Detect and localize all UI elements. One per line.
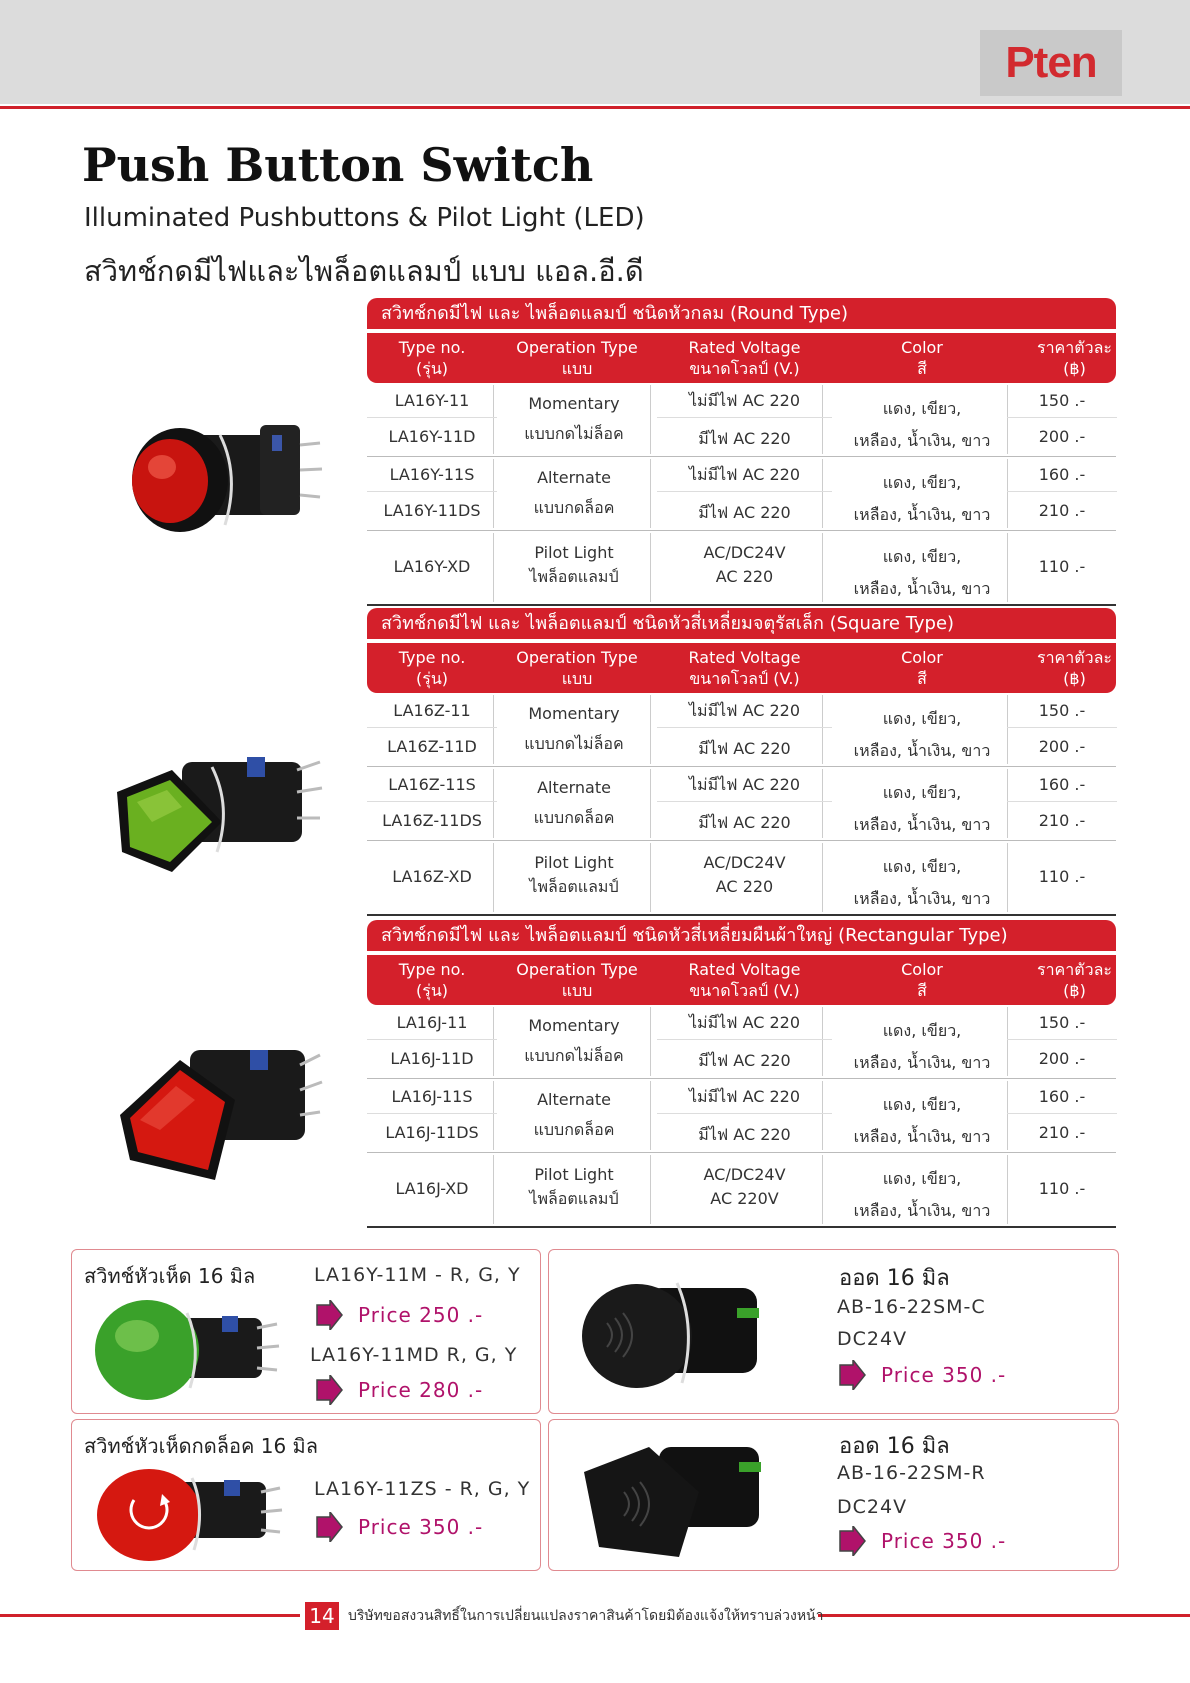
round-buzzer-image: [577, 1268, 777, 1398]
arrow-icon: [837, 1360, 867, 1390]
price-label: Price 350 .-: [837, 1360, 1006, 1390]
buzzer-square-box: [548, 1419, 1119, 1571]
rectangular-type-table: [367, 920, 1116, 1228]
model-cell: LA16Z-11S: [388, 775, 476, 794]
voltage-cell: มีไฟ AC 220: [698, 503, 791, 522]
table-row-group: [367, 457, 1116, 531]
arrow-icon: [837, 1526, 867, 1556]
table-header: Type no. (รุ่น) Operation Type แบบ Rated Voltage ขนาดโวลป์ (V.) Color สี ราคาตัวละ (฿): [367, 333, 1116, 383]
voltage-cell: มีไฟ AC 220: [698, 429, 791, 448]
voltage-cell: ไม่มีไฟ AC 220: [688, 465, 801, 484]
model-label: LA16Y-11M - R, G, Y: [314, 1264, 521, 1286]
price-cell: 200 .-: [1038, 737, 1086, 756]
price-cell: 150 .-: [1038, 391, 1086, 410]
price-cell: 160 .-: [1038, 465, 1086, 484]
operation-cell: Pilot Light ไพล็อตแลมป์: [529, 1165, 619, 1208]
price-cell: 210 .-: [1038, 811, 1086, 830]
voltage-cell: มีไฟ AC 220: [698, 1125, 791, 1144]
color-cell: แดง, เขียว, เหลือง, น้ำเงิน, ขาว: [853, 783, 991, 834]
color-cell: แดง, เขียว, เหลือง, น้ำเงิน, ขาว: [853, 1169, 991, 1220]
table-row-group: [367, 1079, 1116, 1153]
header-rule: [0, 106, 1190, 109]
table-row-group: [367, 1005, 1116, 1079]
price-cell: 150 .-: [1038, 1013, 1086, 1032]
price-cell: 160 .-: [1038, 775, 1086, 794]
price-label: Price 350 .-: [314, 1512, 483, 1542]
operation-cell: Alternate แบบกดล็อค: [533, 778, 615, 827]
price-cell: 200 .-: [1038, 427, 1086, 446]
mushroom-switch-image: [92, 1288, 292, 1408]
buzzer-round-box: [548, 1249, 1119, 1414]
section-title: สวิทช์กดมีไฟ และ ไพล็อตแลมป์ ชนิดหัวสี่เหลี่ยมผืนผ้าใหญ่ (Rectangular Type): [367, 920, 1116, 951]
operation-cell: Pilot Light ไพล็อตแลมป์: [529, 543, 619, 586]
price-cell: 200 .-: [1038, 1049, 1086, 1068]
operation-cell: Momentary แบบกดไม่ล็อค: [524, 1016, 624, 1065]
price-cell: 110 .-: [1038, 867, 1086, 886]
table-row-group: [367, 531, 1116, 604]
model-cell: LA16Y-XD: [393, 557, 471, 576]
model-label: AB-16-22SM-C: [837, 1296, 986, 1318]
subtitle-th: สวิทช์กดมีไฟและไพล็อตแลมป์ แบบ แอล.อี.ดี: [84, 254, 644, 288]
square-buzzer-image: [579, 1432, 779, 1562]
table-row-group: [367, 767, 1116, 841]
price-label: Price 280 .-: [314, 1375, 483, 1405]
operation-cell: Alternate แบบกดล็อค: [533, 1090, 615, 1139]
voltage-cell: มีไฟ AC 220: [698, 813, 791, 832]
model-cell: LA16Z-11D: [387, 737, 477, 756]
table-header: Type no. (รุ่น) Operation Type แบบ Rated Voltage ขนาดโวลป์ (V.) Color สี ราคาตัวละ (฿): [367, 955, 1116, 1005]
model-cell: LA16J-11: [396, 1013, 468, 1032]
voltage-cell: AC/DC24V AC 220: [703, 853, 786, 896]
color-cell: แดง, เขียว, เหลือง, น้ำเงิน, ขาว: [853, 547, 991, 598]
voltage-cell: ไม่มีไฟ AC 220: [688, 1013, 801, 1032]
model-cell: LA16Y-11: [394, 391, 470, 410]
voltage-cell: ไม่มีไฟ AC 220: [688, 775, 801, 794]
color-cell: แดง, เขียว, เหลือง, น้ำเงิน, ขาว: [853, 399, 991, 450]
color-cell: แดง, เขียว, เหลือง, น้ำเงิน, ขาว: [853, 709, 991, 760]
price-cell: 110 .-: [1038, 557, 1086, 576]
page-number: 14: [305, 1602, 339, 1630]
voltage-cell: ไม่มีไฟ AC 220: [688, 701, 801, 720]
box-title: สวิทช์หัวเห็ด 16 มิล: [84, 1264, 256, 1288]
table-row-group: [367, 1153, 1116, 1226]
model-label: LA16Y-11ZS - R, G, Y: [314, 1478, 531, 1500]
color-cell: แดง, เขียว, เหลือง, น้ำเงิน, ขาว: [853, 1021, 991, 1072]
mushroom-lock-switch-box: [71, 1419, 541, 1571]
page-title: Push Button Switch: [82, 138, 594, 192]
box-title: สวิทช์หัวเห็ดกดล็อค 16 มิล: [84, 1434, 318, 1458]
rectangular-button-image: [110, 1020, 335, 1205]
color-cell: แดง, เขียว, เหลือง, น้ำเงิน, ขาว: [853, 473, 991, 524]
color-cell: แดง, เขียว, เหลือง, น้ำเงิน, ขาว: [853, 857, 991, 908]
model-cell: LA16J-XD: [395, 1179, 469, 1198]
footer-note: บริษัทขอสงวนสิทธิ์ในการเปลี่ยนแปลงราคาสินค้าโดยมิต้องแจ้งให้ทราบล่วงหน้า: [348, 1608, 824, 1624]
model-cell: LA16Z-11: [393, 701, 471, 720]
model-label: LA16Y-11MD R, G, Y: [310, 1344, 518, 1366]
box-title: ออด 16 มิล: [839, 1434, 950, 1459]
price-cell: 110 .-: [1038, 1179, 1086, 1198]
price-cell: 160 .-: [1038, 1087, 1086, 1106]
square-button-image: [112, 722, 337, 892]
mushroom-lock-switch-image: [94, 1460, 294, 1565]
voltage-label: DC24V: [837, 1496, 908, 1518]
model-cell: LA16Y-11S: [389, 465, 475, 484]
square-type-table: [367, 608, 1116, 916]
box-title: ออด 16 มิล: [839, 1266, 950, 1291]
model-cell: LA16Y-11D: [388, 427, 476, 446]
section-title: สวิทช์กดมีไฟ และ ไพล็อตแลมป์ ชนิดหัวกลม (Round Type): [367, 298, 1116, 329]
arrow-icon: [314, 1300, 344, 1330]
model-label: AB-16-22SM-R: [837, 1462, 986, 1484]
arrow-icon: [314, 1375, 344, 1405]
arrow-icon: [314, 1512, 344, 1542]
operation-cell: Pilot Light ไพล็อตแลมป์: [529, 853, 619, 896]
pten-logo: Pten: [980, 30, 1122, 96]
mushroom-switch-box: [71, 1249, 541, 1414]
price-cell: 150 .-: [1038, 701, 1086, 720]
model-cell: LA16Z-11DS: [382, 811, 482, 830]
color-cell: แดง, เขียว, เหลือง, น้ำเงิน, ขาว: [853, 1095, 991, 1146]
footer-rule: [818, 1614, 1190, 1617]
model-cell: LA16J-11DS: [385, 1123, 479, 1142]
operation-cell: Alternate แบบกดล็อค: [533, 468, 615, 517]
table-header: Type no. (รุ่น) Operation Type แบบ Rated Voltage ขนาดโวลป์ (V.) Color สี ราคาตัวละ (฿): [367, 643, 1116, 693]
footer-rule: [0, 1614, 300, 1617]
round-button-image: [110, 395, 335, 565]
voltage-cell: AC/DC24V AC 220V: [703, 1165, 786, 1208]
voltage-label: DC24V: [837, 1328, 908, 1350]
price-label: Price 350 .-: [837, 1526, 1006, 1556]
model-cell: LA16J-11S: [391, 1087, 473, 1106]
table-row-group: [367, 841, 1116, 914]
table-row-group: [367, 383, 1116, 457]
table-row-group: [367, 693, 1116, 767]
price-cell: 210 .-: [1038, 1123, 1086, 1142]
price-label: Price 250 .-: [314, 1300, 483, 1330]
voltage-cell: ไม่มีไฟ AC 220: [688, 391, 801, 410]
voltage-cell: มีไฟ AC 220: [698, 1051, 791, 1070]
round-type-table: [367, 298, 1116, 606]
voltage-cell: ไม่มีไฟ AC 220: [688, 1087, 801, 1106]
price-cell: 210 .-: [1038, 501, 1086, 520]
voltage-cell: มีไฟ AC 220: [698, 739, 791, 758]
model-cell: LA16Y-11DS: [383, 501, 481, 520]
operation-cell: Momentary แบบกดไม่ล็อค: [524, 394, 624, 443]
subtitle-en: Illuminated Pushbuttons & Pilot Light (LED): [84, 203, 645, 233]
model-cell: LA16Z-XD: [392, 867, 472, 886]
section-title: สวิทช์กดมีไฟ และ ไพล็อตแลมป์ ชนิดหัวสี่เหลี่ยมจตุรัสเล็ก (Square Type): [367, 608, 1116, 639]
model-cell: LA16J-11D: [390, 1049, 474, 1068]
voltage-cell: AC/DC24V AC 220: [703, 543, 786, 586]
operation-cell: Momentary แบบกดไม่ล็อค: [524, 704, 624, 753]
